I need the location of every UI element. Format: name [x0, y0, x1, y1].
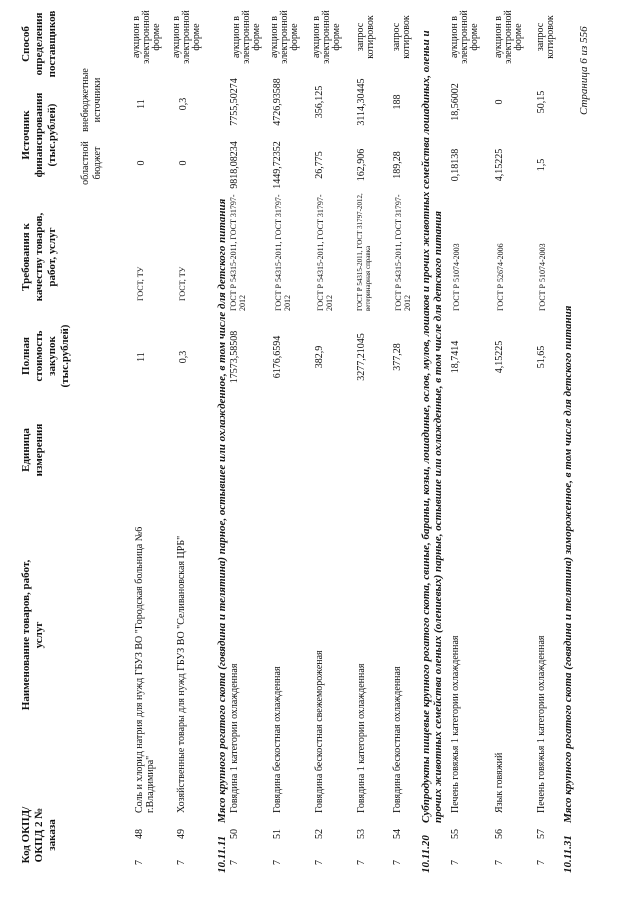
- row-regional: 0: [178, 160, 189, 166]
- row-number: 49: [176, 829, 187, 839]
- row-code: 7: [494, 860, 505, 865]
- header-method: Способ определения поставщиков: [20, 10, 58, 78]
- row-number: 48: [134, 829, 145, 839]
- row-code: 7: [176, 860, 187, 865]
- row-number: 54: [392, 829, 403, 839]
- row-name: Печень говяжья 1 категории охлажденная: [450, 635, 461, 813]
- row-method: аукцион в электронной форме: [449, 10, 480, 64]
- row-code: 7: [229, 860, 240, 865]
- row-requirements: ГОСТ Р 54315-2011, ГОСТ 31797-2012: [316, 194, 334, 311]
- row-regional: 26,775: [314, 151, 325, 179]
- row-cost: 51,65: [536, 345, 547, 369]
- row-regional: 4,15225: [494, 148, 505, 182]
- row-code: 7: [356, 860, 367, 865]
- section-title: Мясо крупного рогатого скота (говядина и телятина) замороженное, в том числе для детского питания: [562, 305, 574, 823]
- row-number: 55: [450, 829, 461, 839]
- row-number: 51: [272, 829, 283, 839]
- row-regional: 9818,08234: [229, 141, 240, 189]
- row-regional: 1449,72352: [272, 141, 283, 189]
- row-regional: 162,906: [356, 148, 367, 182]
- row-regional: 1,5: [536, 158, 547, 172]
- row-extra: 18,56002: [450, 83, 461, 121]
- row-name: Хозяйственные товары для нужд ГБУЗ ВО "Селивановская ЦРБ": [176, 535, 187, 813]
- row-code: 7: [450, 860, 461, 865]
- row-method: аукцион в электронной форме: [493, 10, 524, 64]
- row-number: 53: [356, 829, 367, 839]
- row-method: аукцион в электронной форме: [231, 10, 262, 64]
- row-name: Печень говяжья 1 категории охлажденная: [536, 635, 547, 813]
- row-name: Говядина 1 категории охлажденная: [229, 663, 240, 813]
- row-code: 7: [314, 860, 325, 865]
- row-method: аукцион в электронной форме: [171, 10, 202, 64]
- row-method: аукцион в электронной форме: [131, 10, 162, 64]
- row-requirements: ГОСТ Р 52674-2006: [496, 243, 505, 311]
- row-cost: 6176,6594: [272, 335, 283, 379]
- row-cost: 17573,58508: [229, 330, 240, 384]
- header-extrabudget: внебюджетные источники: [80, 68, 103, 132]
- row-number: 57: [536, 829, 547, 839]
- row-requirements: ГОСТ, ТУ: [136, 266, 145, 301]
- row-extra: 4726,93588: [272, 78, 283, 126]
- header-unit: Единица измерения: [20, 423, 45, 477]
- section-code: 10.11.31: [562, 835, 574, 873]
- row-method: запрос котировок: [355, 15, 376, 59]
- row-number: 56: [494, 829, 505, 839]
- section-code: 10.11.20: [420, 835, 432, 873]
- row-code: 7: [272, 860, 283, 865]
- row-requirements: ГОСТ Р 54315-2011, ГОСТ 31797-2012: [394, 194, 412, 311]
- row-extra: 0,3: [178, 97, 189, 111]
- row-method: аукцион в электронной форме: [311, 10, 342, 64]
- row-extra: 0: [494, 99, 505, 105]
- row-cost: 4,15225: [494, 340, 505, 374]
- row-requirements: ГОСТ Р 51074-2003: [538, 243, 547, 311]
- header-requirements: Требования к качеству товаров, работ, услуг: [20, 212, 58, 302]
- page-number: Страница 6 из 556: [578, 26, 590, 115]
- row-method: аукцион в электронной форме: [269, 10, 300, 64]
- row-code: 7: [392, 860, 403, 865]
- row-number: 52: [314, 829, 325, 839]
- row-requirements: ГОСТ Р 51074-2003: [452, 243, 461, 311]
- header-cost: Полная стоимость закупок (тыс.рублей): [20, 324, 71, 388]
- row-cost: 0,3: [178, 350, 189, 364]
- row-regional: 189,28: [392, 151, 403, 179]
- row-extra: 356,125: [314, 85, 325, 119]
- section-title: Субпродукты пищевые крупного рогатого скота, свиные, бараньи, козьи, лошадиные, ослов, мулов, лошаков и прочих животных семейства лошадиных, оленьи и прочих животных семейства оленьих (олениевых) парные, остывшие или охлажденные, в том числе для детского питания: [420, 30, 444, 823]
- row-extra: 188: [392, 94, 403, 110]
- row-number: 50: [229, 829, 240, 839]
- row-name: Говядина бескостная охлажденная: [392, 666, 403, 813]
- header-code: Код ОКПД/ ОКПД 2 № заказа: [20, 806, 58, 864]
- row-cost: 377,28: [392, 343, 403, 371]
- row-requirements: ГОСТ Р 54315-2011, ГОСТ 31797-2012, ветеринарная справка: [356, 193, 372, 311]
- row-extra: 3114,30445: [356, 78, 367, 126]
- row-extra: 50,15: [536, 90, 547, 114]
- row-cost: 11: [136, 352, 147, 362]
- row-code: 7: [536, 860, 547, 865]
- header-name: Наименование товаров, работ, услуг: [20, 559, 45, 711]
- row-requirements: ГОСТ Р 54315-2011, ГОСТ 31797-2012: [274, 194, 292, 311]
- row-cost: 382,9: [314, 345, 325, 369]
- row-requirements: ГОСТ Р 54315-2011, ГОСТ 31797-2012: [229, 194, 247, 311]
- header-regional-budget: областной бюджет: [80, 141, 103, 185]
- row-extra: 7755,50274: [229, 78, 240, 126]
- section-code: 10.11.11: [216, 835, 228, 873]
- row-regional: 0,18138: [450, 148, 461, 182]
- row-name: Говядина 1 категории охлажденная: [356, 663, 367, 813]
- row-extra: 11: [136, 99, 147, 109]
- section-title: Мясо крупного рогатого скота (говядина и телятина) парное, остывшее или охлажденное, в том числе для детского питания: [216, 198, 228, 823]
- row-cost: 18,7414: [450, 340, 461, 374]
- row-name: Говядина бескостная свежемороженая: [314, 650, 325, 813]
- row-cost: 3277,21045: [356, 333, 367, 381]
- row-requirements: ГОСТ, ТУ: [178, 266, 187, 301]
- row-method: запрос котировок: [391, 15, 412, 59]
- row-code: 7: [134, 860, 145, 865]
- row-method: запрос котировок: [535, 15, 556, 59]
- header-financing: Источник финансирования (тыс.рублей): [20, 92, 58, 178]
- row-regional: 0: [136, 160, 147, 166]
- row-name: Язык говяжий: [494, 752, 505, 813]
- row-name: Соль и хлорид натрия для нужд ГБУЗ ВО "Городская больница №6 г.Владимира": [134, 526, 156, 813]
- row-name: Говядина бескостная охлажденная: [272, 666, 283, 813]
